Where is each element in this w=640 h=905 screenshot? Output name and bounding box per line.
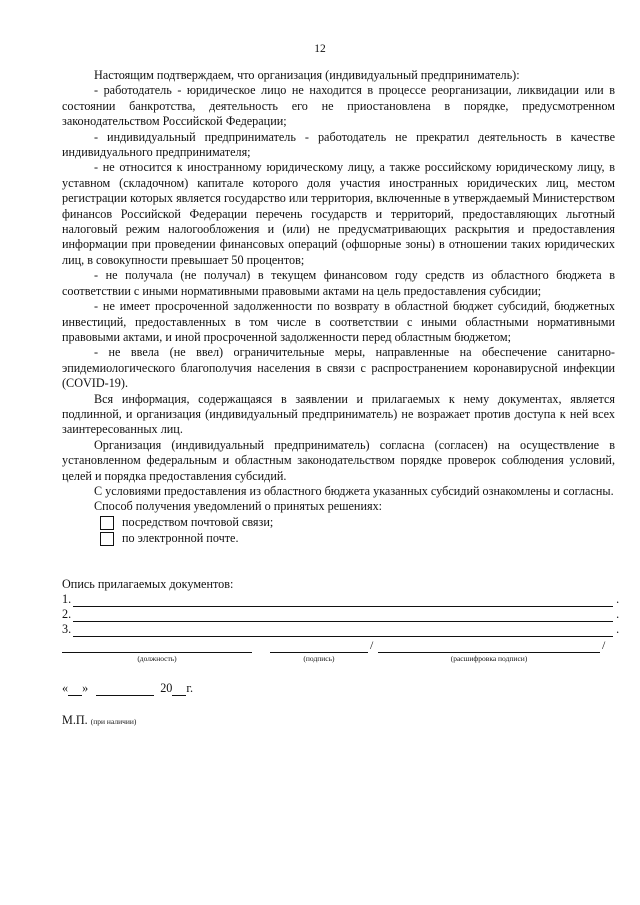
decoding-caption: (расшифровка подписи) [450,654,528,663]
stamp-place [62,713,136,728]
notification-option-email[interactable] [100,531,615,547]
post-option-label: посредством почтовой связи; [122,515,274,530]
document-line-field[interactable] [73,595,613,607]
document-line[interactable]: 3. . [62,622,620,636]
document-line-field[interactable] [73,610,613,622]
document-line[interactable]: 1. . [62,592,620,606]
email-option-label: по электронной почте. [122,531,239,546]
document-line[interactable]: 2. . [62,607,620,621]
day-field[interactable] [68,683,82,696]
signature-block [62,640,615,664]
year-field[interactable] [172,683,186,696]
attached-documents-title: Опись прилагаемых документов: [62,577,234,591]
attached-documents [62,577,620,637]
inspection-consent-paragraph: Организация (индивидуальный предприниматель) согласна (согласен) на осуществление в установленном федеральным и областным законодательством порядке проверок соблюдения условий, целей и порядка предоставления субсидий. [62,437,615,483]
decoding-field[interactable] [378,640,600,653]
signature-field[interactable] [270,640,368,653]
stamp-label: М.П. [62,713,88,727]
declaration-intro: Настоящим подтверждаем, что организация (индивидуальный предприниматель): [94,68,520,82]
document-line-field[interactable] [73,625,613,637]
year-prefix: 20 [160,681,173,695]
year-suffix: г. [186,681,194,695]
page-number: 12 [314,43,326,55]
declaration-item-not-reorganizing: - работодатель - юридическое лицо не находится в процессе реорганизации, ликвидации или в состоянии банкротства, деятельность его не приостановлена в порядке, предусмотренном законодательством Российской Федерации; [62,83,615,129]
stamp-note: (при наличии) [90,717,137,726]
position-caption: (должность) [137,654,177,663]
month-field[interactable] [96,683,154,696]
conditions-agreement-paragraph: С условиями предоставления из областного бюджета указанных субсидий ознакомлены и согласны. [94,483,614,498]
declaration-item-not-foreign: - не относится к иностранному юридическому лицу, а также российскому юридическому лицу, в уставном (складочном) капитале которого доля участия иностранных юридических лиц, местом регистрации которых является государство или территория, включенные в утверждаемый Министерством финансов Российской Федерации перечень государств и территорий, предоставляющих льготный налоговый режим налогообложения и (или) не предусматривающих раскрытия и предоставления информации при проведении финансовых операций (офшорные зоны) в отношении таких юридических лиц, в совокупности превышает 50 процентов; [62,160,615,267]
date-quote-open: « [62,681,69,695]
signature-caption: (подпись) [303,654,335,663]
declaration-item-no-other-funds: - не получала (не получал) в текущем финансовом году средств из областного бюджета в соответствии с иными нормативными правовыми актами на цель предоставления субсидии; [62,268,615,298]
position-field[interactable] [62,640,252,653]
signature-separator: / [370,638,374,652]
notification-option-post[interactable] [100,515,615,531]
document-line-number: 1. [62,592,72,606]
info-authenticity-paragraph: Вся информация, содержащаяся в заявлении и прилагаемых к нему документах, является подлинной, и организация (индивидуальный предприниматель) не возражает против доступа к ней всех заинтересованных лиц. [62,391,615,437]
email-checkbox[interactable] [100,532,114,546]
date-quote-close: » [82,681,89,695]
post-checkbox[interactable] [100,516,114,530]
declaration-item-entrepreneur-active: - индивидуальный предприниматель - работодатель не прекратил деятельность в качестве индивидуального предпринимателя; [62,129,615,160]
declaration-item-covid-measures: - не ввела (не ввел) ограничительные меры, направленные на обеспечение санитарно-эпидемиологического благополучия населения в связи с распространением коронавирусной инфекции (COVID-19). [62,345,615,391]
decoding-separator: / [602,638,606,652]
date-line [62,681,193,696]
declaration-body [62,68,615,547]
document-line-number: 2. [62,607,72,621]
declaration-item-no-overdue-debt: - не имеет просроченной задолженности по возврату в областной бюджет субсидий, бюджетных инвестиций, предоставленных в том числе в соответствии с иными областными нормативными правовыми актами, и иной просроченной задолженности перед областным бюджетом; [62,299,615,344]
document-line-number: 3. [62,622,72,636]
notification-method-label: Способ получения уведомлений о принятых решениях: [94,499,383,514]
